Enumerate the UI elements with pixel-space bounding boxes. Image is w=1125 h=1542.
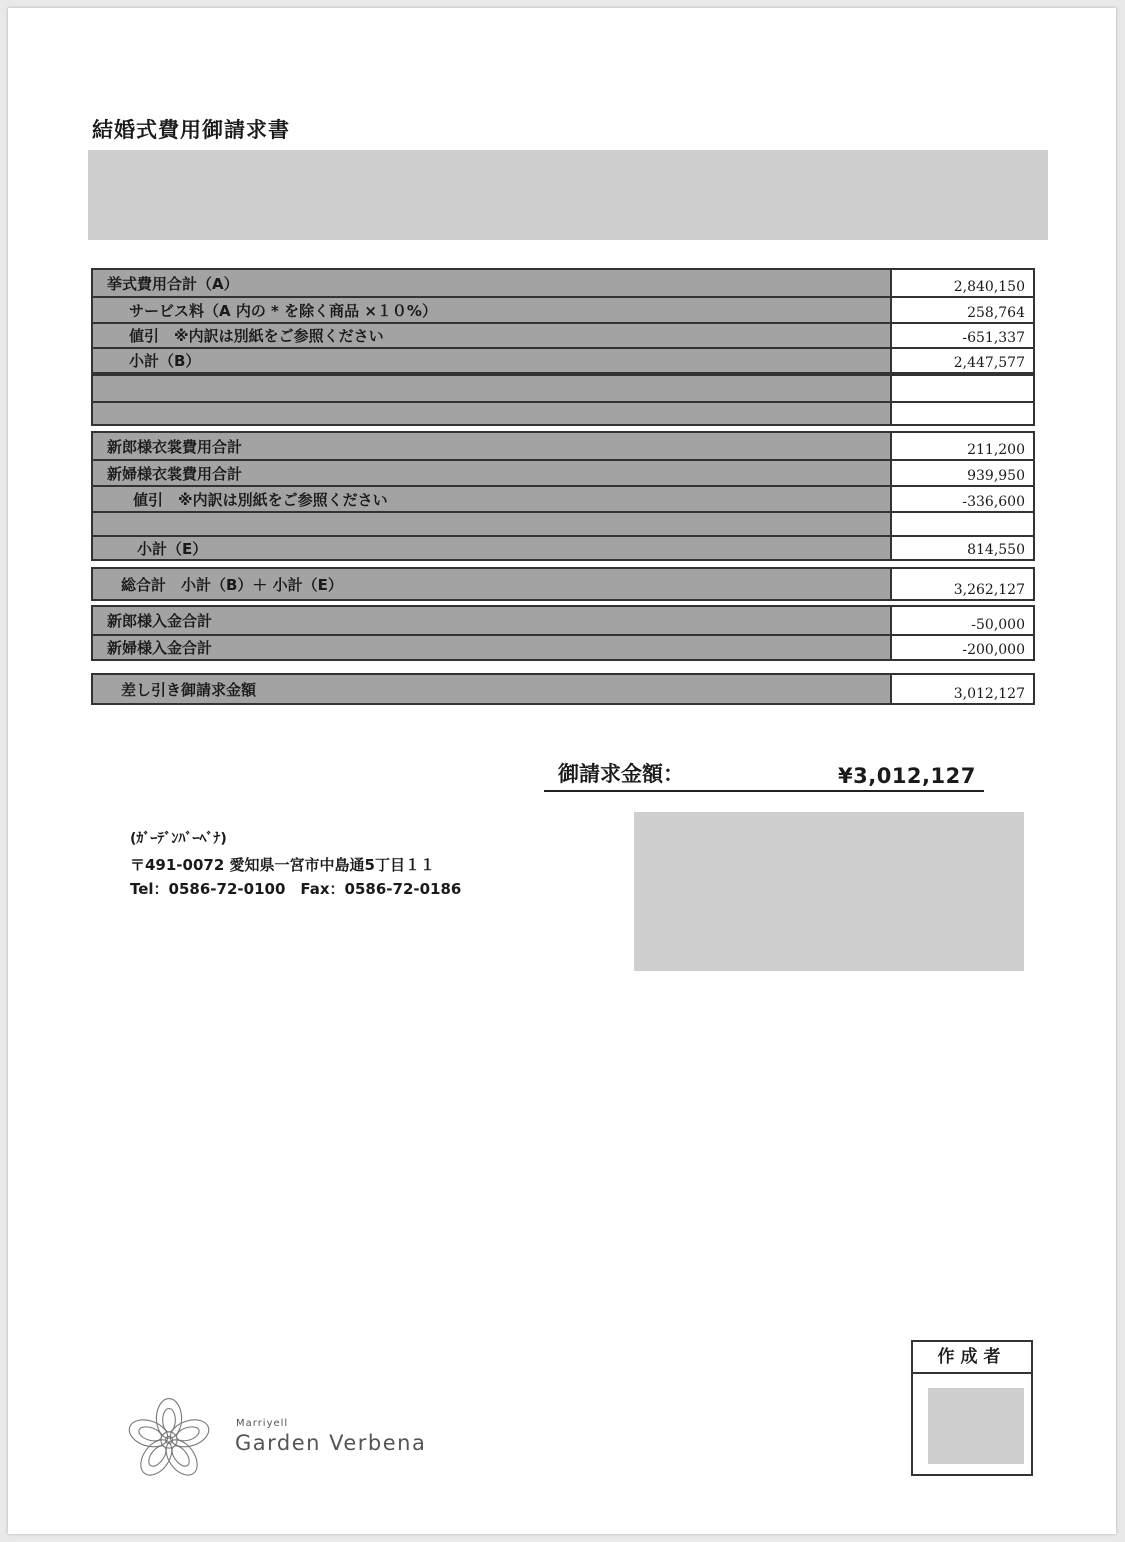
table-row xyxy=(93,322,1033,347)
table-row xyxy=(93,459,1033,485)
row-label: 総合計 小計（B）＋ 小計（E） xyxy=(93,569,892,599)
row-label xyxy=(93,376,892,401)
row-value: 211,200 xyxy=(967,442,1025,458)
row-label: サービス料（A 内の * を除く商品 ×１０%） xyxy=(93,298,892,322)
document-title: 結婚式費用御請求書 xyxy=(92,118,290,142)
redacted-recipient-area xyxy=(88,150,1048,240)
table-row xyxy=(93,270,1033,296)
row-label: 新郎様衣裳費用合計 xyxy=(93,433,892,459)
row-label: 値引 ※内訳は別紙をご参照ください xyxy=(93,324,892,347)
row-value: -200,000 xyxy=(962,642,1025,658)
table-row xyxy=(93,401,1033,424)
row-value: -50,000 xyxy=(971,617,1025,633)
payments-table xyxy=(91,605,1035,661)
invoice-page xyxy=(8,8,1116,1534)
row-value: 814,550 xyxy=(967,542,1025,558)
invoice-amount xyxy=(544,760,984,792)
redacted-stamp-area xyxy=(634,812,1024,971)
row-label xyxy=(93,403,892,424)
row-value: -651,337 xyxy=(962,330,1025,346)
row-value: 939,950 xyxy=(967,468,1025,484)
table-row xyxy=(93,433,1033,459)
row-label xyxy=(93,513,892,535)
invoice-amount-value: ¥3,012,127 xyxy=(838,764,976,788)
table-row xyxy=(93,296,1033,322)
table-row xyxy=(93,569,1033,599)
empty-cost-table xyxy=(91,374,1035,426)
table-row xyxy=(93,347,1033,372)
row-label: 新婦様入金合計 xyxy=(93,636,892,659)
table-row xyxy=(93,511,1033,535)
row-value: 2,840,150 xyxy=(953,279,1025,295)
row-value xyxy=(892,513,1033,535)
row-value xyxy=(892,403,1033,424)
row-label: 値引 ※内訳は別紙をご参照ください xyxy=(93,487,892,511)
table-row xyxy=(93,607,1033,634)
table-row xyxy=(93,535,1033,559)
row-label: 小計（E） xyxy=(93,537,892,559)
grand-total-table xyxy=(91,567,1035,601)
row-label: 小計（B） xyxy=(93,349,892,372)
row-label: 新郎様入金合計 xyxy=(93,607,892,634)
row-value: 3,262,127 xyxy=(953,582,1025,598)
venue-contact: Tel：0586-72-0100 Fax：0586-72-0186 xyxy=(130,880,462,898)
author-box xyxy=(911,1340,1033,1476)
table-row xyxy=(93,376,1033,401)
row-label: 新婦様衣裳費用合計 xyxy=(93,461,892,485)
brand-subtitle: Marriyell xyxy=(236,1418,289,1429)
flower-logo-icon xyxy=(122,1395,216,1485)
row-label: 挙式費用合計（A） xyxy=(93,270,892,296)
redacted-author-stamp xyxy=(928,1388,1024,1464)
row-label: 差し引き御請求金額 xyxy=(93,675,892,703)
ceremony-cost-table xyxy=(91,268,1035,374)
author-label: 作成者 xyxy=(913,1342,1031,1374)
row-value xyxy=(892,376,1033,401)
row-value: 3,012,127 xyxy=(953,686,1025,702)
table-row xyxy=(93,634,1033,659)
row-value: 2,447,577 xyxy=(953,355,1025,371)
venue-address: 〒491-0072 愛知県一宮市中島通5丁目１１ xyxy=(130,856,435,874)
table-row xyxy=(93,675,1033,703)
net-billing-table xyxy=(91,673,1035,705)
table-row xyxy=(93,485,1033,511)
costume-cost-table xyxy=(91,431,1035,561)
row-value: 258,764 xyxy=(967,305,1025,321)
brand-name: Garden Verbena xyxy=(235,1431,427,1455)
row-value: -336,600 xyxy=(962,494,1025,510)
invoice-amount-label: 御請求金額： xyxy=(558,762,684,786)
venue-kana: (ｶﾞｰﾃﾞﾝﾊﾞｰﾍﾞﾅ) xyxy=(130,831,227,847)
